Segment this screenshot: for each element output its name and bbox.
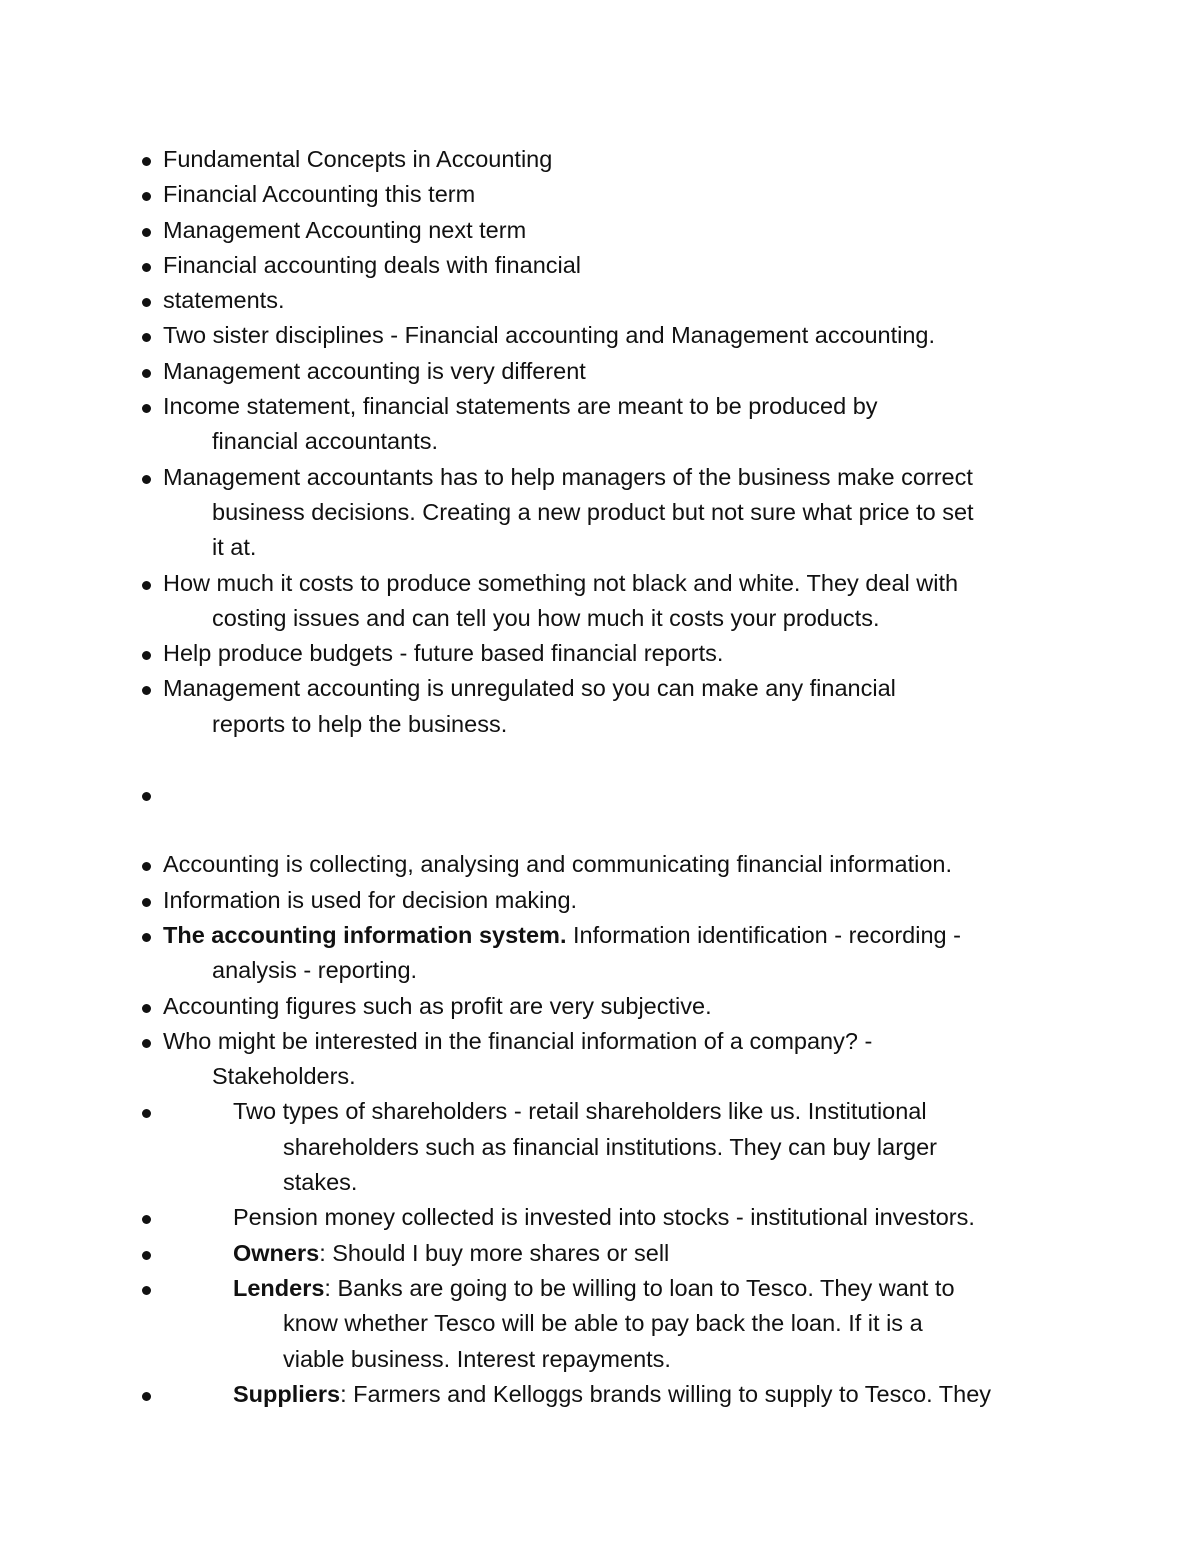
bullet-icon <box>142 1004 151 1013</box>
list-item <box>0 636 1200 671</box>
list-item-text <box>163 142 1063 177</box>
text-segment: Information identification - recording - <box>566 921 961 948</box>
text-line: Income statement, financial statements are meant to be produced by <box>163 393 878 420</box>
list-item-text <box>163 847 1063 882</box>
bullet-icon <box>142 157 151 166</box>
bold-term: The accounting information system. <box>163 921 567 948</box>
text-line: Two types of shareholders - retail shareholders like us. Institutional <box>233 1098 927 1125</box>
spacer <box>0 742 1200 777</box>
list-item <box>0 1377 1200 1412</box>
list-item <box>0 566 1200 637</box>
text-line <box>163 918 1063 953</box>
list-item-text <box>163 177 1063 212</box>
spacer <box>0 812 1200 847</box>
bullet-icon <box>142 475 151 484</box>
bullet-icon <box>142 298 151 307</box>
text-line: Management accountants has to help managers of the business make correct <box>163 463 973 490</box>
bullet-icon <box>142 1109 151 1118</box>
list-item <box>0 671 1200 742</box>
list-item-text <box>163 389 1063 460</box>
list-item-text <box>163 354 1063 389</box>
bold-term: Suppliers <box>233 1380 341 1407</box>
list-item-text <box>233 1200 1073 1235</box>
text-line <box>233 1377 1073 1412</box>
list-item <box>0 1094 1200 1200</box>
list-item-text <box>163 248 1063 283</box>
bullet-icon <box>142 651 151 660</box>
text-line: know whether Tesco will be able to pay back the loan. If it is a <box>283 1310 923 1337</box>
text-line <box>233 1236 1073 1271</box>
text-line: Help produce budgets - future based financial reports. <box>163 640 724 667</box>
text-line: reports to help the business. <box>212 710 508 737</box>
bullet-icon <box>142 581 151 590</box>
text-line: Pension money collected is invested into stocks - institutional investors. <box>233 1204 975 1231</box>
list-item <box>0 1024 1200 1095</box>
list-item <box>0 989 1200 1024</box>
list-item <box>0 283 1200 318</box>
text-line: Fundamental Concepts in Accounting <box>163 146 553 172</box>
list-item <box>0 389 1200 460</box>
bold-term: Lenders <box>233 1274 325 1301</box>
text-line: How much it costs to produce something not black and white. They deal with <box>163 569 959 596</box>
list-item-text <box>163 283 1063 318</box>
text-line: business decisions. Creating a new product but not sure what price to set <box>212 498 974 525</box>
text-line: stakes. <box>283 1169 358 1196</box>
text-line: statements. <box>163 287 285 314</box>
bullet-icon <box>142 192 151 201</box>
list-item-text <box>163 883 1063 918</box>
text-line: Management accounting is very different <box>163 357 586 384</box>
list-item-text <box>233 1236 1073 1271</box>
list-item-text <box>233 1094 1073 1200</box>
list-item-text <box>163 777 1063 812</box>
text-line: costing issues and can tell you how much it costs your products. <box>212 604 880 631</box>
list-item-text <box>163 918 1063 989</box>
list-item <box>0 1236 1200 1271</box>
bullet-icon <box>142 263 151 272</box>
bullet-icon <box>142 862 151 871</box>
text-line: Stakeholders. <box>212 1063 356 1090</box>
text-line: Accounting is collecting, analysing and communicating financial information. <box>163 851 952 878</box>
list-item <box>0 1271 1200 1377</box>
text-line: Who might be interested in the financial information of a company? - <box>163 1027 873 1054</box>
bullet-icon <box>142 404 151 413</box>
text-line: Two sister disciplines - Financial accounting and Management accounting. <box>163 322 936 349</box>
list-item <box>0 142 1200 177</box>
list-item-text <box>163 213 1063 248</box>
bullet-list <box>0 142 1200 1412</box>
text-line: Management accounting is unregulated so you can make any financial <box>163 675 896 702</box>
list-item-text <box>163 989 1063 1024</box>
list-item-text <box>163 671 1063 742</box>
bullet-icon <box>142 1392 151 1401</box>
list-item-text <box>163 566 1063 637</box>
text-line: Accounting figures such as profit are very subjective. <box>163 992 712 1019</box>
text-line <box>163 777 1063 812</box>
bullet-icon <box>142 1039 151 1048</box>
bullet-icon <box>142 898 151 907</box>
list-item <box>0 213 1200 248</box>
list-item <box>0 318 1200 353</box>
text-line: Information is used for decision making. <box>163 886 578 913</box>
bullet-icon <box>142 1286 151 1295</box>
list-item <box>0 177 1200 212</box>
list-item <box>0 883 1200 918</box>
bold-term: Owners <box>233 1239 320 1266</box>
bullet-icon <box>142 333 151 342</box>
list-item <box>0 918 1200 989</box>
bullet-icon <box>142 792 151 801</box>
text-line: Financial Accounting this term <box>163 181 476 208</box>
list-item-text <box>163 636 1063 671</box>
bullet-icon <box>142 1215 151 1224</box>
list-item <box>0 460 1200 566</box>
text-segment: : Banks are going to be willing to loan to Tesco. They want to <box>324 1274 955 1301</box>
bullet-icon <box>142 686 151 695</box>
text-line <box>233 1271 1073 1306</box>
bullet-icon <box>142 228 151 237</box>
list-item-text <box>233 1271 1073 1377</box>
text-line: analysis - reporting. <box>212 957 418 984</box>
text-line: shareholders such as financial institutions. They can buy larger <box>283 1133 938 1160</box>
text-segment: : Should I buy more shares or sell <box>319 1239 670 1266</box>
text-line: Management Accounting next term <box>163 216 527 243</box>
list-item <box>0 248 1200 283</box>
bullet-icon <box>142 369 151 378</box>
bullet-icon <box>142 1251 151 1260</box>
text-line: viable business. Interest repayments. <box>283 1345 671 1372</box>
list-item-text <box>233 1377 1073 1412</box>
list-item-text <box>163 1024 1063 1095</box>
list-item <box>0 1200 1200 1235</box>
text-line: it at. <box>212 534 257 561</box>
bullet-icon <box>142 933 151 942</box>
list-item <box>0 354 1200 389</box>
text-line: financial accountants. <box>212 428 439 455</box>
list-item-text <box>163 318 1063 353</box>
list-item-text <box>163 460 1063 566</box>
text-line: Financial accounting deals with financial <box>163 251 582 278</box>
text-segment: : Farmers and Kelloggs brands willing to supply to Tesco. They <box>340 1380 992 1407</box>
list-item <box>0 777 1200 812</box>
list-item <box>0 847 1200 882</box>
